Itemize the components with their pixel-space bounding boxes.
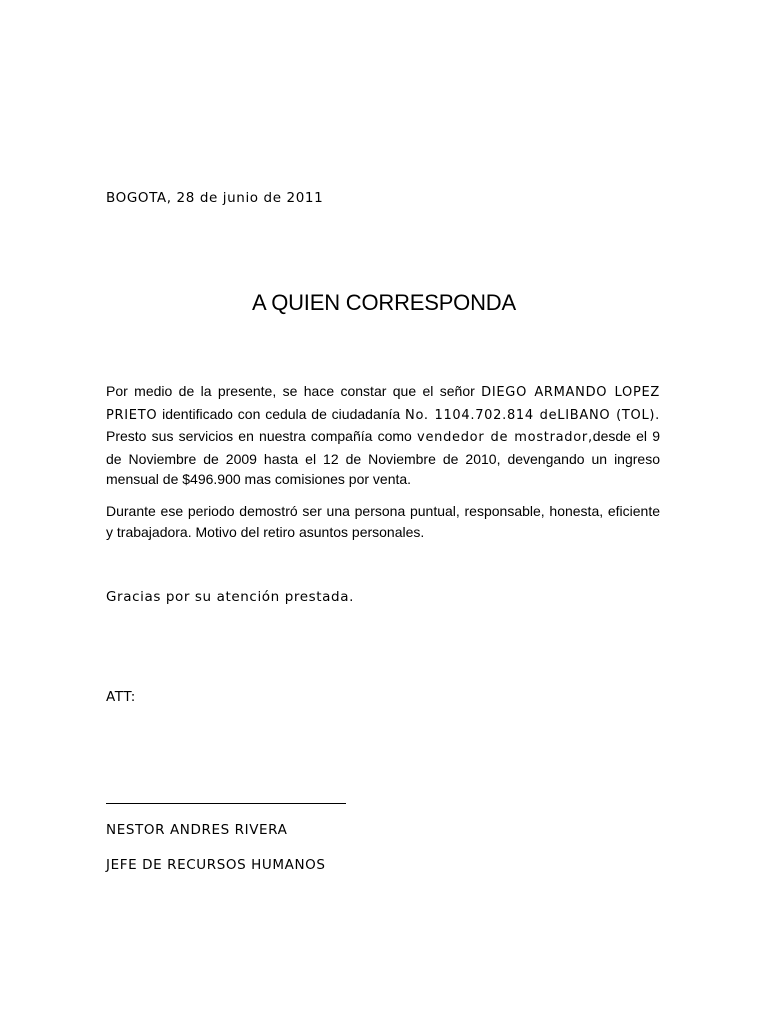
service-text: Presto sus servicios en nuestra compañía como [106, 428, 418, 444]
att-label: ATT: [106, 689, 136, 705]
id-text: identificado con cedula de ciudadanía [157, 405, 406, 422]
id-number: No. 1104.702.814 deLIBANO (TOL). [405, 407, 661, 423]
letter-date: BOGOTA, 28 de junio de 2011 [106, 190, 324, 206]
period-text: desde el 9 de Noviembre de 2009 hasta el 12 de Noviembre de 2010, devengando un ingreso mensual de $496.900 mas comisiones por venta. [106, 428, 660, 487]
letter-title: A QUIEN CORRESPONDA [252, 290, 516, 315]
signer-name: NESTOR ANDRES RIVERA [106, 822, 288, 838]
paragraph-intro: Por medio de la presente, se hace constar que el señor [106, 383, 482, 399]
signature-line [106, 803, 346, 804]
job-position: vendedor de mostrador, [417, 430, 593, 445]
signer-role: JEFE DE RECURSOS HUMANOS [106, 857, 326, 873]
closing-text: Gracias por su atención prestada. [106, 589, 354, 605]
body-paragraph-2: Durante ese periodo demostró ser una persona puntual, responsable, honesta, eficiente y trabajadora. Motivo del retiro asuntos personales. [106, 503, 660, 540]
body-paragraph-1 [106, 381, 660, 490]
employee-name: DIEGO ARMANDO LOPEZ PRIETO [106, 385, 660, 423]
